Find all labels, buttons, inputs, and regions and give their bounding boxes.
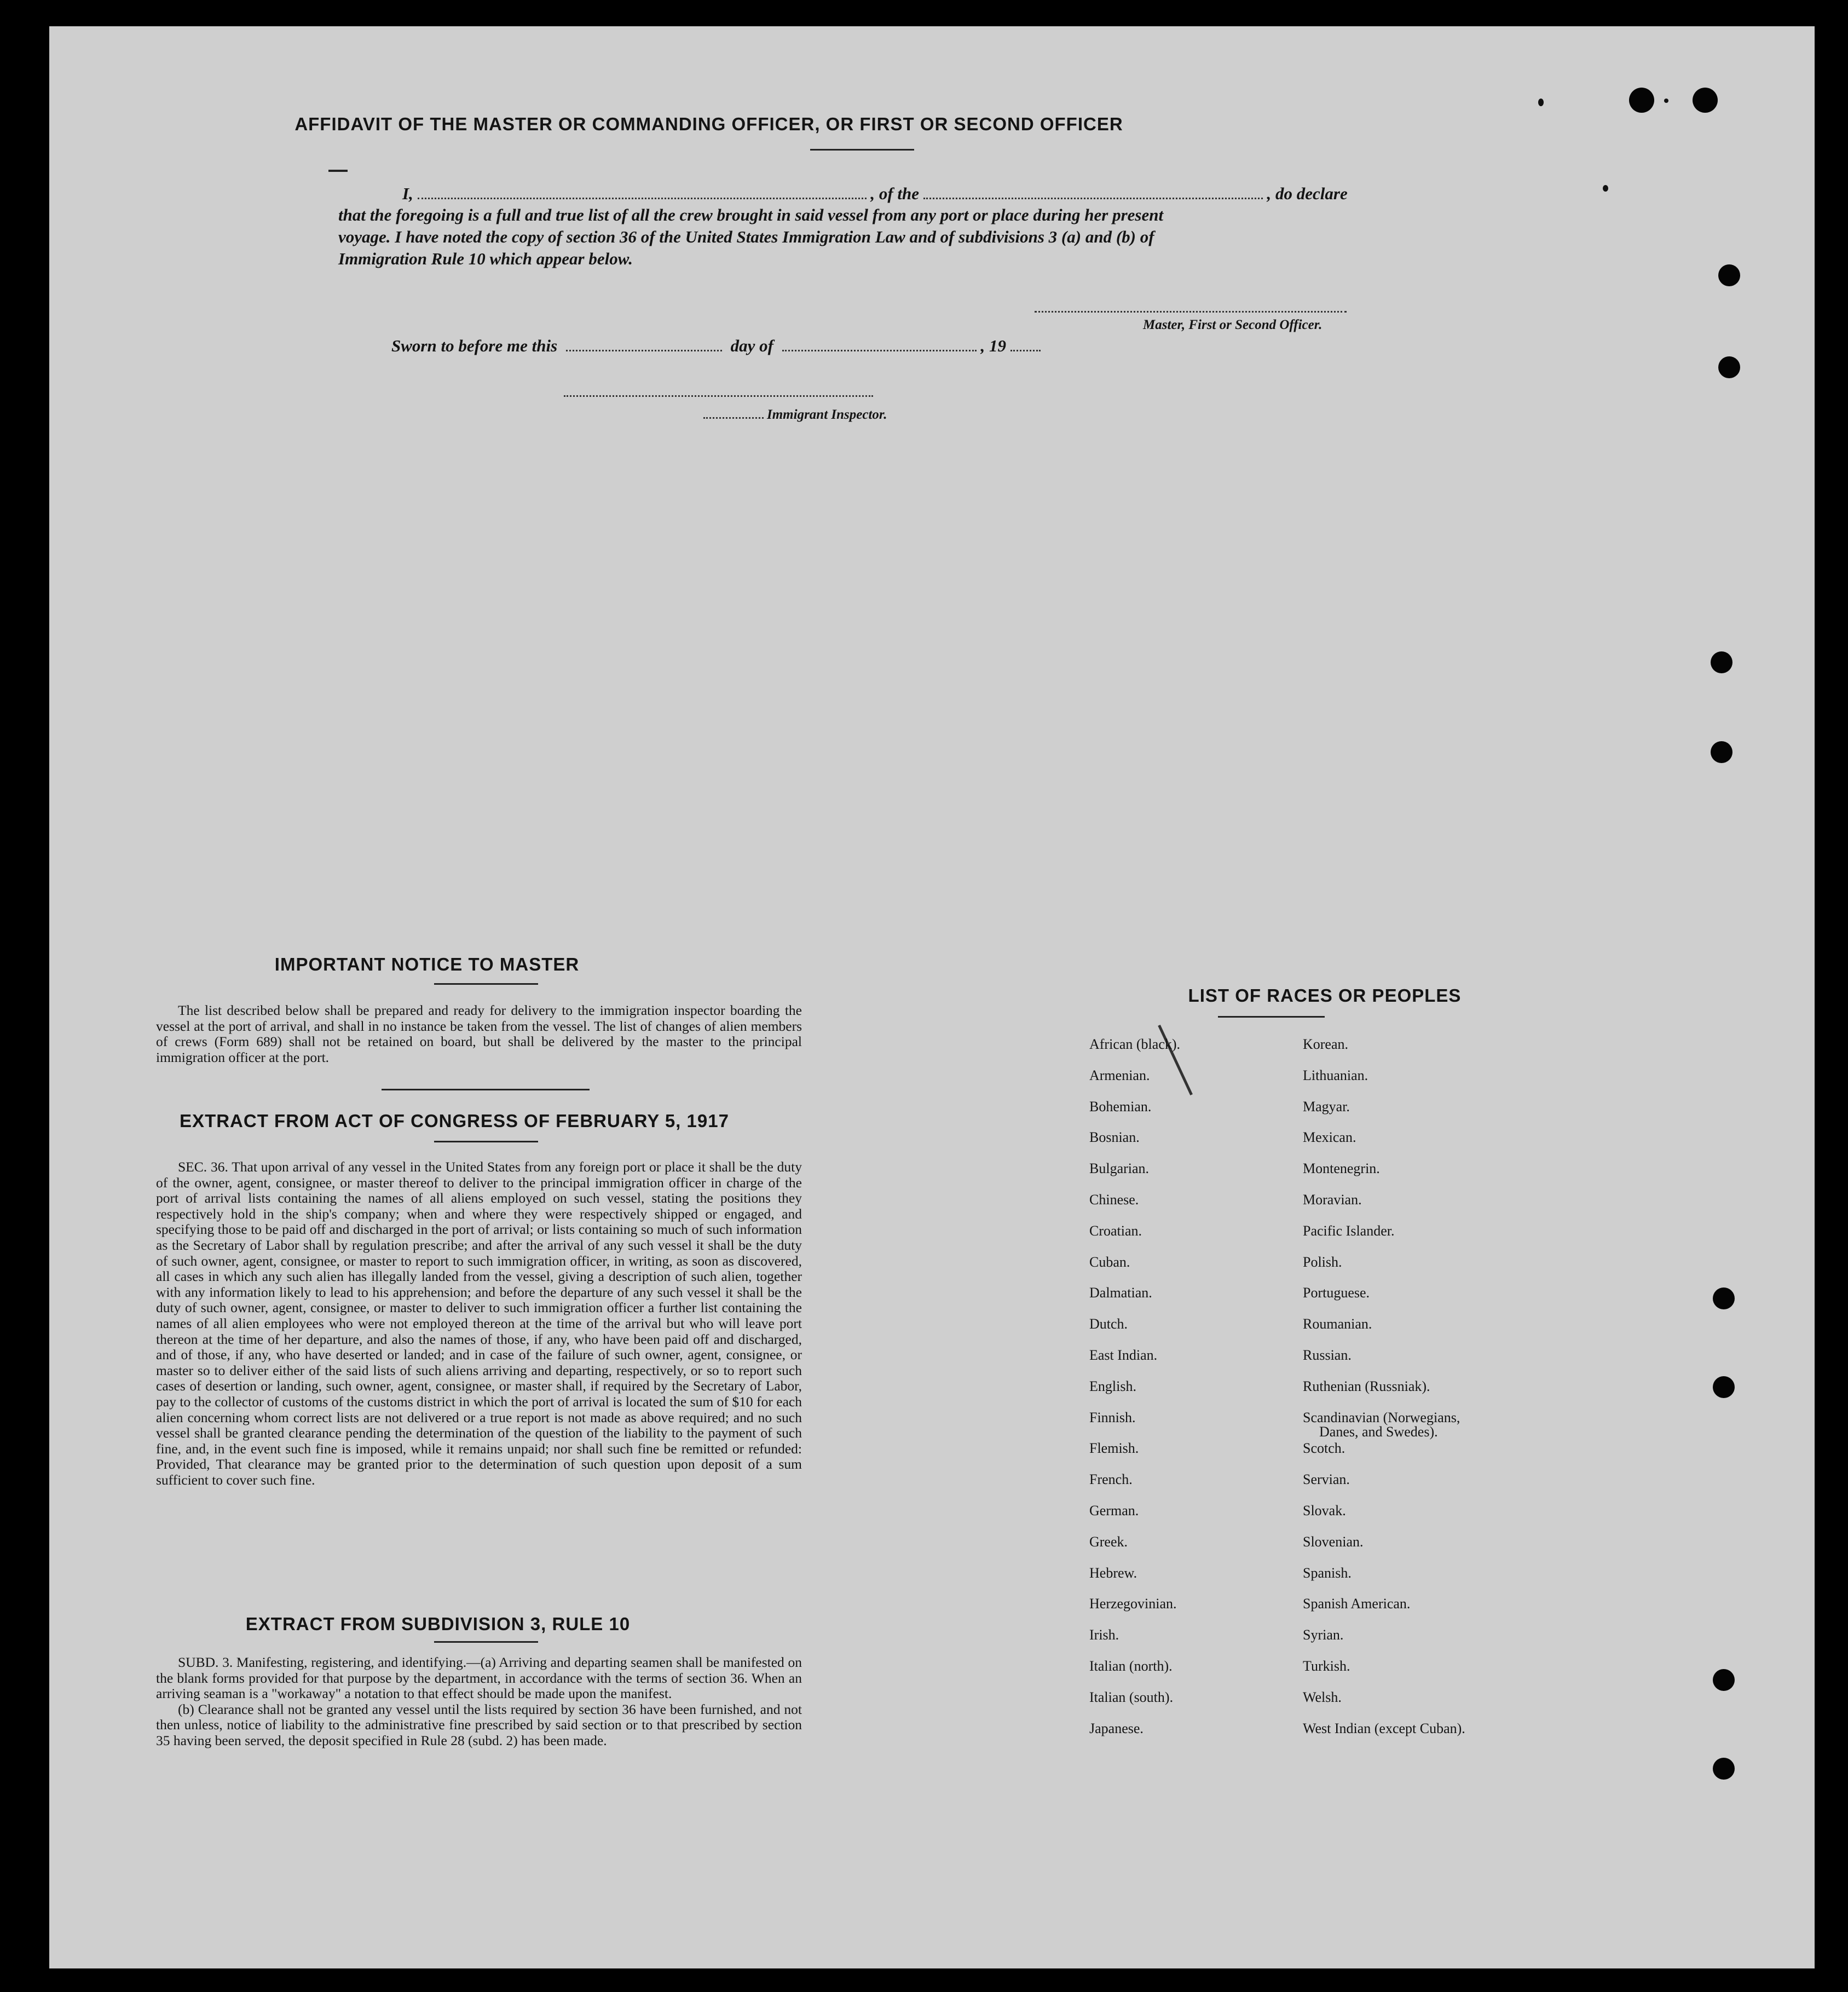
race-item: Slovenian. xyxy=(1303,1533,1364,1550)
punch-hole xyxy=(1718,356,1740,378)
day-of-label: day of xyxy=(730,336,773,355)
act-title-rule xyxy=(434,1141,538,1142)
inspector-signature-line[interactable] xyxy=(564,395,873,397)
affidavit-line-4: Immigration Rule 10 which appear below. xyxy=(338,249,633,268)
race-item: Armenian. xyxy=(1089,1067,1150,1083)
race-item: Flemish. xyxy=(1089,1440,1139,1457)
race-item: Japanese. xyxy=(1089,1720,1144,1736)
affidavit-line-2: that the foregoing is a full and true list of all the crew brought in said vessel from any port or place during her present xyxy=(338,205,1164,224)
race-item: Roumanian. xyxy=(1303,1316,1372,1332)
race-item: Hebrew. xyxy=(1089,1564,1137,1581)
affidavit-first-line xyxy=(356,184,1348,204)
race-item: Scotch. xyxy=(1303,1440,1345,1457)
title-rule xyxy=(810,149,914,151)
form-page xyxy=(49,26,1815,1968)
race-item: Bohemian. xyxy=(1089,1098,1152,1115)
rule-title-rule xyxy=(434,1641,538,1643)
race-item: Welsh. xyxy=(1303,1689,1342,1705)
do-declare-label: , do declare xyxy=(1267,184,1348,203)
notice-title-rule xyxy=(434,983,538,985)
i-label: I, xyxy=(402,184,413,203)
affidavit-title: AFFIDAVIT OF THE MASTER OR COMMANDING OFFICER, OR FIRST OR SECOND OFFICER xyxy=(294,114,1123,134)
race-item: Croatian. xyxy=(1089,1222,1142,1239)
race-item: Magyar. xyxy=(1303,1098,1350,1115)
race-item: Syrian. xyxy=(1303,1627,1344,1643)
race-item: Greek. xyxy=(1089,1533,1128,1550)
race-item: Dalmatian. xyxy=(1089,1285,1152,1301)
race-item: Bulgarian. xyxy=(1089,1160,1150,1177)
punch-hole xyxy=(1713,1287,1735,1309)
punch-hole xyxy=(1629,88,1654,113)
race-item: Moravian. xyxy=(1303,1192,1362,1208)
notice-section-rule xyxy=(382,1089,590,1090)
race-item: Russian. xyxy=(1303,1347,1352,1363)
punch-hole xyxy=(1693,88,1718,113)
sworn-line xyxy=(391,336,1041,356)
name-field[interactable] xyxy=(418,186,867,199)
race-item: Ruthenian (Russniak). xyxy=(1303,1378,1430,1394)
rule-text-b: (b) Clearance shall not be granted any vessel until the lists required by section 36 have been furnished, and not then unless, notice of liability to the administrative fine prescribed by said section or to that prescribed by section 35 having been served, the deposit specified in Rule 28 (subd. 2) has been made. xyxy=(156,1701,802,1748)
race-item: Turkish. xyxy=(1303,1658,1350,1674)
year-prefix: , 19 xyxy=(980,336,1006,355)
race-item: Cuban. xyxy=(1089,1254,1130,1270)
vessel-field[interactable] xyxy=(923,186,1263,199)
notice-text: The list described below shall be prepared and ready for delivery to the immigration inspector boarding the vessel at the port of arrival, and shall in no instance be taken from the vessel. The list of changes of alien members of crews (Form 689) shall not be retained on board, but shall be delivered by the master to the principal immigration officer at the port. xyxy=(156,1002,802,1065)
rule-text-a: SUBD. 3. Manifesting, registering, and identifying.—(a) Arriving and departing seamen shall be manifested on the blank forms provided for that purpose by the department, in accordance with the terms of section 36. When an arriving seaman is a "workaway" a notation to that effect should be made upon the manifest. xyxy=(156,1654,802,1702)
race-item: Lithuanian. xyxy=(1303,1067,1368,1083)
day-field[interactable] xyxy=(566,338,722,351)
race-item: Bosnian. xyxy=(1089,1129,1140,1146)
of-the-label: , of the xyxy=(870,184,920,203)
punch-hole xyxy=(1713,1669,1735,1691)
act-paragraph xyxy=(156,1159,802,1488)
race-item: Mexican. xyxy=(1303,1129,1356,1146)
race-item: Spanish American. xyxy=(1303,1596,1411,1612)
race-item: Irish. xyxy=(1089,1627,1119,1643)
margin-dash xyxy=(328,170,348,172)
race-item: Montenegrin. xyxy=(1303,1160,1380,1177)
notice-paragraph xyxy=(156,1003,802,1065)
ink-speck xyxy=(1664,99,1668,103)
race-item: Danes, and Swedes). xyxy=(1319,1423,1438,1440)
ink-speck xyxy=(1538,99,1544,106)
race-item: West Indian (except Cuban). xyxy=(1303,1720,1465,1736)
rule-paragraphs xyxy=(156,1655,802,1749)
ink-speck xyxy=(1603,185,1608,192)
race-item: Chinese. xyxy=(1089,1192,1139,1208)
race-item: German. xyxy=(1089,1503,1139,1518)
race-item: Spanish. xyxy=(1303,1564,1352,1581)
notice-title: IMPORTANT NOTICE TO MASTER xyxy=(274,954,580,974)
pen-mark xyxy=(1158,1025,1193,1095)
race-item: Korean. xyxy=(1303,1036,1349,1052)
race-item: Italian (north). xyxy=(1089,1658,1173,1674)
races-title: LIST OF RACES OR PEOPLES xyxy=(1188,985,1462,1006)
inspector-line xyxy=(703,407,887,423)
punch-hole xyxy=(1711,741,1733,763)
year-field[interactable] xyxy=(1010,338,1041,351)
act-title: EXTRACT FROM ACT OF CONGRESS OF FEBRUARY 5, 1917 xyxy=(180,1111,729,1131)
race-item: Scandinavian (Norwegians, xyxy=(1303,1409,1460,1425)
punch-hole xyxy=(1711,651,1733,673)
race-item: East Indian. xyxy=(1089,1347,1158,1363)
master-signature-caption: Master, First or Second Officer. xyxy=(1143,317,1323,332)
inspector-dots xyxy=(703,409,764,419)
race-item: Dutch. xyxy=(1089,1316,1128,1332)
race-item: French. xyxy=(1089,1471,1133,1488)
race-item: Polish. xyxy=(1303,1254,1342,1270)
race-item: English. xyxy=(1089,1378,1136,1394)
race-item: Herzegovinian. xyxy=(1089,1596,1177,1612)
affidavit-line-3: voyage. I have noted the copy of section 36 of the United States Immigration Law and of subdivisions 3 (a) and (b) of xyxy=(338,227,1154,246)
rule-title: EXTRACT FROM SUBDIVISION 3, RULE 10 xyxy=(245,1614,631,1634)
race-item: Portuguese. xyxy=(1303,1285,1370,1301)
punch-hole xyxy=(1718,264,1740,286)
race-item: Servian. xyxy=(1303,1471,1350,1488)
sworn-prefix: Sworn to before me this xyxy=(391,336,558,355)
race-item: Pacific Islander. xyxy=(1303,1222,1395,1239)
master-signature-line[interactable] xyxy=(1035,311,1347,313)
punch-hole xyxy=(1713,1376,1735,1398)
punch-hole xyxy=(1713,1758,1735,1780)
race-item: Italian (south). xyxy=(1089,1689,1174,1705)
race-item: Finnish. xyxy=(1089,1409,1136,1425)
act-text: SEC. 36. That upon arrival of any vessel in the United States from any foreign port or place it shall be the duty of the owner, agent, consignee, or master thereof to deliver to the principal immigration officer in charge of the port of arrival lists containing the names of all aliens employed on such vessel, stating the positions they respectively hold in the ship's company; when and where they were respectively shipped or engaged, and specifying those to be paid off and discharged in the port of arrival; or lists containing so much of such information as the Secretary of Labor shall by regulation prescribe; and after the arrival of any such vessel it shall be the duty of such owner, agent, consignee, or master to report to such immigration officer, in writing, as soon as discovered, all cases in which any such alien has illegally landed from the vessel, giving a description of such alien, together with any information likely to lead to his apprehension; and before the departure of any such vessel it shall be the duty of such owner, agent, consignee, or master to deliver to such immigration officer a further list containing the names of all alien employees who were not employed thereon at the time of the arrival but who will leave port thereon at the time of her departure, and also the names of those, if any, who have been paid off and discharged, and of those, if any, who have deserted or landed; and in case of the failure of such owner, agent, consignee, or master so to deliver either of the said lists of such aliens arriving and departing, respectively, or so to report such cases of desertion or landing, such owner, agent, consignee, or master shall, if required by the Secretary of Labor, pay to the collector of customs of the customs district in which the port of arrival is located the sum of $10 for each alien concerning whom correct lists are not delivered or a true report is not made as above required; and no such vessel shall be granted clearance pending the determination of the question of the liability to the payment of such fine, and, in the event such fine is imposed, while it remains unpaid; nor shall such fine be remitted or refunded: Provided, That clearance may be granted prior to the determination of such question upon deposit of a sum sufficient to cover such fine. xyxy=(156,1159,802,1488)
race-item: African (black). xyxy=(1089,1036,1181,1052)
inspector-caption: Immigrant Inspector. xyxy=(767,407,887,422)
races-title-rule xyxy=(1218,1016,1325,1018)
race-item: Slovak. xyxy=(1303,1503,1346,1518)
month-field[interactable] xyxy=(782,338,977,351)
